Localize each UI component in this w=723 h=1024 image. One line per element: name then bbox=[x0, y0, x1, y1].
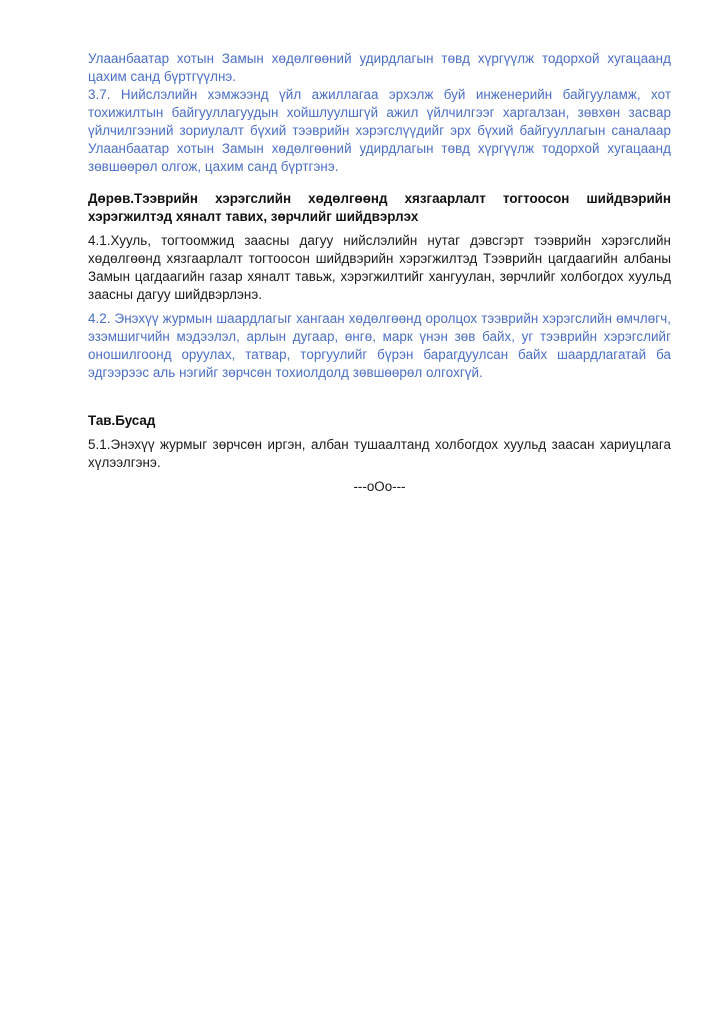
paragraph-4-1: 4.1.Хууль, тогтоомжид заасны дагуу нийслэлийн нутаг дэвсгэрт тээврийн хэрэгслийн хөдөлгөөнд хязгаарлалт тогтоосон шийдвэрийн хэрэгжилтэд Тээврийн цагдаагийн албаны Замын цагдаагийн газар хяналт тавьж, хэрэгжилтийг хангуулан, зөрчлийг холбогдох хуульд заасны дагуу шийдвэрлэнэ. bbox=[88, 233, 671, 302]
section-heading-4: Дөрөв.Тээврийн хэрэгслийн хөдөлгөөнд хязгаарлалт тогтоосон шийдвэрийн хэрэгжилтэд хяналт тавих, зөрчлийг шийдвэрлэх bbox=[88, 191, 671, 224]
section-heading-5: Тав.Бусад bbox=[88, 413, 156, 428]
document-body bbox=[88, 50, 671, 496]
spacer bbox=[88, 176, 671, 190]
document-end-mark: ---oOo--- bbox=[353, 479, 406, 494]
paragraph-3-6-continuation: Улаанбаатар хотын Замын хөдөлгөөний удирдлагын төвд хүргүүлж тодорхой хугацаанд цахим санд бүртгүүлнэ. bbox=[88, 51, 671, 84]
paragraph-3-7: 3.7. Нийслэлийн хэмжээнд үйл ажиллагаа эрхэлж буй инженерийн байгууламж, хот тохижилтын байгууллагуудын хойшлуулшгүй ажил үйлчилгээг харгалзан, зөвхөн засвар үйлчилгээний зориулалт бүхий тээврийн хэрэгслүүдийг эрх бүхий байгууллагын саналаар Улаанбаатар хотын Замын хөдөлгөөний удирдлагын төвд хүргүүлж тодорхой хугацаанд зөвшөөрөл олгож, цахим санд бүртгэнэ. bbox=[88, 87, 671, 174]
spacer bbox=[88, 382, 671, 412]
paragraph-5-1: 5.1.Энэхүү журмыг зөрчсөн иргэн, албан тушаалтанд холбогдох хуульд заасан хариуцлага хүлээлгэнэ. bbox=[88, 437, 671, 470]
paragraph-4-2: 4.2. Энэхүү журмын шаардлагыг хангаан хөдөлгөөнд оролцох тээврийн хэрэгслийн өмчлөгч, эзэмшигчийн мэдээлэл, арлын дугаар, өнгө, марк үнэн зөв байх, уг тээврийн хэрэгслийг оношилгоонд оруулах, татвар, торгуулийг бүрэн барагдуулсан байх шаардлагатай ба эдгээрээс аль нэгийг зөрчсөн тохиолдолд зөвшөөрөл олгохгүй. bbox=[88, 311, 671, 380]
